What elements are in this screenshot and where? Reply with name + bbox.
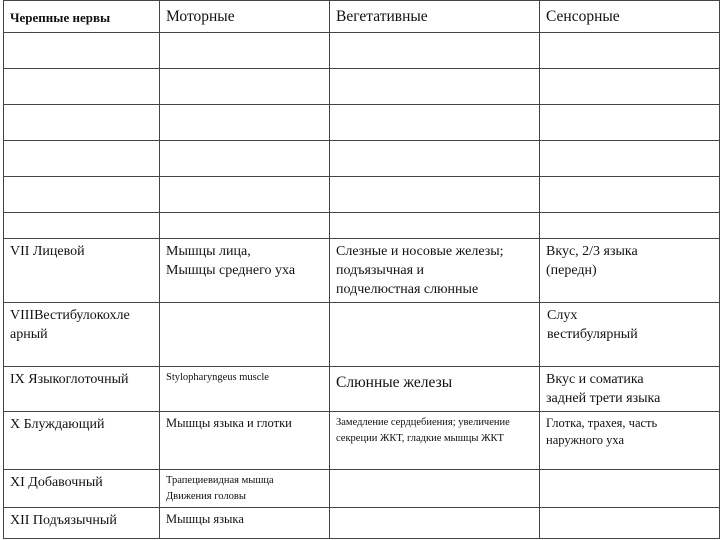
empty-cell: [4, 177, 160, 213]
nerve-name: VIIIВестибулокохле арный: [4, 303, 160, 367]
table-row: [4, 412, 720, 470]
empty-cell: [4, 141, 160, 177]
empty-cell: [160, 213, 330, 239]
table-row: [4, 303, 720, 367]
motor-cell: Мышцы языка: [160, 508, 330, 539]
empty-row: [4, 141, 720, 177]
empty-row: [4, 33, 720, 69]
empty-cell: [160, 33, 330, 69]
motor-cell: Трапециевидная мышца Движения головы: [160, 470, 330, 508]
empty-row: [4, 213, 720, 239]
table-row: [4, 508, 720, 539]
vegetative-cell: [330, 508, 540, 539]
empty-cell: [160, 177, 330, 213]
sensory-cell: Глотка, трахея, часть наружного уха: [540, 412, 720, 470]
empty-cell: [330, 105, 540, 141]
empty-row: [4, 69, 720, 105]
empty-cell: [160, 105, 330, 141]
nerve-name: VII Лицевой: [4, 239, 160, 303]
sensory-cell: [540, 508, 720, 539]
sensory-cell: Слух вестибулярный: [540, 303, 720, 367]
nerve-name: X Блуждающий: [4, 412, 160, 470]
vegetative-cell: Слезные и носовые железы; подъязычная и подчелюстная слюнные: [330, 239, 540, 303]
table-row: [4, 239, 720, 303]
nerve-name: XII Подъязычный: [4, 508, 160, 539]
motor-cell: Мышцы лица, Мышцы среднего уха: [160, 239, 330, 303]
header-sensory: Сенсорные: [540, 1, 720, 33]
empty-cell: [540, 141, 720, 177]
vegetative-cell: Замедление сердцебиения; увеличение секреции ЖКТ, гладкие мышцы ЖКТ: [330, 412, 540, 470]
header-nerves: Черепные нервы: [4, 1, 160, 33]
vegetative-cell: Слюнные железы: [330, 367, 540, 412]
empty-cell: [330, 141, 540, 177]
nerve-name: IX Языкоглоточный: [4, 367, 160, 412]
vegetative-cell: [330, 303, 540, 367]
empty-cell: [4, 33, 160, 69]
empty-cell: [4, 105, 160, 141]
table-row: [4, 367, 720, 412]
sensory-cell: Вкус и соматика задней трети языка: [540, 367, 720, 412]
empty-cell: [540, 69, 720, 105]
empty-cell: [540, 33, 720, 69]
header-vegetative: Вегетативные: [330, 1, 540, 33]
empty-cell: [540, 177, 720, 213]
empty-cell: [330, 213, 540, 239]
empty-cell: [160, 141, 330, 177]
motor-cell: [160, 303, 330, 367]
empty-cell: [540, 213, 720, 239]
empty-cell: [160, 69, 330, 105]
empty-row: [4, 105, 720, 141]
empty-cell: [330, 69, 540, 105]
nerve-name: XI Добавочный: [4, 470, 160, 508]
sensory-cell: [540, 470, 720, 508]
empty-cell: [4, 213, 160, 239]
cranial-nerves-table: [3, 0, 720, 539]
motor-cell: Мышцы языка и глотки: [160, 412, 330, 470]
empty-cell: [540, 105, 720, 141]
table-row: [4, 470, 720, 508]
vegetative-cell: [330, 470, 540, 508]
header-motor: Моторные: [160, 1, 330, 33]
empty-row: [4, 177, 720, 213]
empty-cell: [330, 177, 540, 213]
header-row: [4, 1, 720, 33]
empty-cell: [330, 33, 540, 69]
empty-cell: [4, 69, 160, 105]
sensory-cell: Вкус, 2/3 языка (передн): [540, 239, 720, 303]
motor-cell: Stylopharyngeus muscle: [160, 367, 330, 412]
